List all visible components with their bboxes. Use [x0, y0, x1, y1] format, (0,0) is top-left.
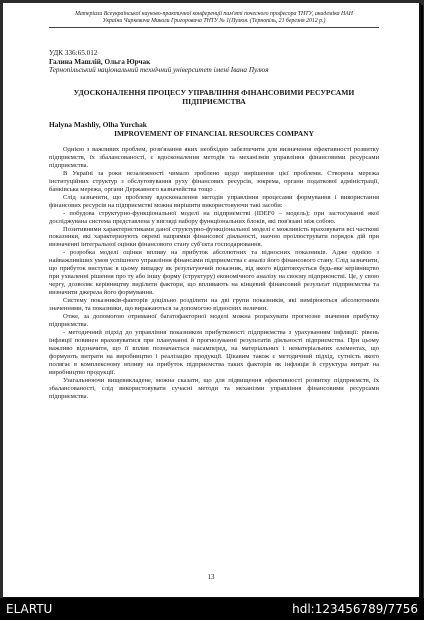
page-number: 13	[207, 573, 215, 581]
english-block	[49, 121, 379, 138]
header-line-2: України Чиркевича Миколи Григоровича ТНТУ № 1(Пулюя. (Тернопіль, 21 березня 2012 р.)	[102, 18, 326, 24]
repository-name: ELARTU	[6, 602, 53, 616]
paragraph: - побудова структурно-функціональної моделі на підприємстві (IDEF0 – модель); при застосуванні якої досліджувана система представлена у вигляді набору функціональних блоків, які пов'язані між собою.	[49, 209, 379, 225]
article-title-en: IMPROVEMENT OF FINANCIAL RESOURCES COMPANY	[114, 128, 314, 138]
article-body	[49, 146, 379, 401]
paragraph: Однією з важливих проблем, розв'язання яких необхідно забезпечити для визначення ефективності розвитку підприємств, їх збалансованості, є вдосконалення методів та механізмів управління фінансовими ресурсами підприємства.	[49, 146, 379, 169]
authors-en: Halyna Mashliy, Olha Yurchak	[49, 120, 147, 129]
affiliation: Тернопільський національний технічний університет імені Івана Пулюя	[49, 66, 269, 75]
conference-header	[49, 11, 379, 28]
paragraph: Узагальнюючи вищевикладене, можна сказати, що для підвищення ефективності розвитку підприємств, їх збалансованості, слід використовувати сучасні методи та механізми управління фінансовими ресурсами підприємства.	[49, 376, 379, 400]
document-page	[3, 3, 421, 599]
paragraph: В Україні за роки незалежності чимало зроблено щодо вирішення цієї проблеми. Створена мережа інституційних структур з обслуговування руху фінансових ресурсів, зокрема, органи податкової адміністрації, банківська мережа, органи Державного казначейства тощо .	[49, 169, 379, 193]
handle-link[interactable]: hdl:123456789/7756	[292, 602, 418, 616]
paragraph: Слід зазначити, що проблему вдосконалення методів управління процесами формування і використання фінансових ресурсів на підприємстві можна вирішити використовуючи такі засоби:	[49, 193, 379, 209]
header-line-1: Матеріали Всеукраїнської науково-практичної конференції пам'яті почесного професора ТНТУ, академіка НАН	[75, 11, 353, 17]
paragraph: Позитивними характеристиками даної структурно-функціональної моделі є можливість враховувати всі часткові показники, які характеризують окремі напрямки фінансової діяльності, наочно проілюструвати порядок дій при визначенні інтегральної оцінки фінансового стану суб'єкта господарювання.	[49, 225, 379, 249]
article-meta	[49, 49, 379, 75]
authors-ua: Галина Машлій, Ольга Юрчак	[49, 57, 151, 66]
article-title-ua: УДОСКОНАЛЕННЯ ПРОЦЕСУ УПРАВЛІННЯ ФІНАНСОВИМИ РЕСУРСАМИ ПІДПРИЄМСТВА	[73, 88, 355, 106]
udk-code: УДК 336:65.012	[49, 49, 98, 57]
paragraph: - розробка моделі оцінки впливу на прибуток абсолютних та відносних показників. Адже однією з найважливіших умов успішного управління фінансами підприємства є аналіз його фінансового стану. Слід зазначити, що прибуток виступає в цьому випадку як результуючий показник, від якого відштовхується будь-яке керівництво при ухваленні рішення про ту або іншу форму (структуру) економічного аналізу на своєму підприємстві. Це, у свою чергу, дозволяє керівництву виділити фактори, що впливають на кінцевий фінансовий результат підприємства та визначити джерела його формування.	[49, 249, 379, 297]
paragraph: Отже, за допомогою отриманої багатофакторної моделі можна розрахувати прогнозне значення прибутку підприємства.	[49, 313, 379, 328]
paragraph: - методичний підхід до управління показником прибутковості підприємства з урахуванням інфляції: рівень інфляції повинен враховуватися при плануванні й прогнозуванні результатів діяльності підприємства. При цьому важливо відзначити, що її вплив позначається насамперед, на матеріальних і нематеріальних елементах, що формують витрати на виробництво і реалізацію продукції. Цікавим також є методичний підхід, сутність якого полягає в комплексному впливу на прибуток підприємства таких факторів як інфляція й структура витрат на виробництво продукції.	[49, 328, 379, 376]
paragraph: Систему показників-факторів доцільно розділити на дві групи показників, які вимірюються абсолютними значеннями, та показники, що виражаються за допомогою відносних величин.	[49, 297, 379, 313]
status-bar	[0, 598, 424, 620]
